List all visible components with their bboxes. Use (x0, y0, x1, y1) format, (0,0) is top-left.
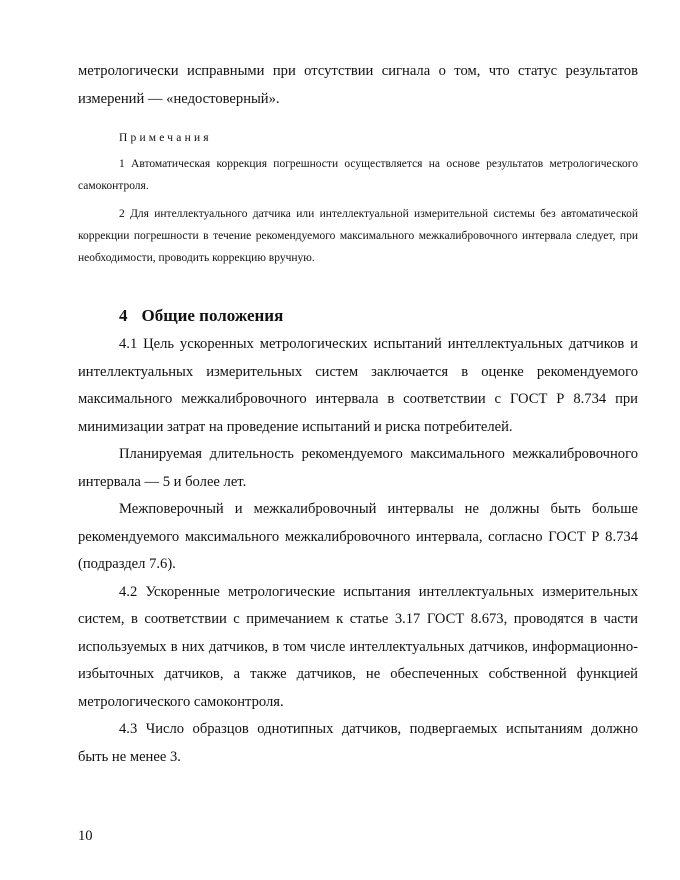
section-number: 4 (119, 306, 128, 325)
paragraph-duration: Планируемая длительность рекомендуемого максимального межкалибровочного интервала — 5 и более лет. (78, 446, 638, 490)
note-1: 1 Автоматическая коррекция погрешности осуществляется на основе результатов метрологического самоконтроля. (78, 158, 638, 192)
page-content (78, 58, 638, 771)
paragraph-4-2: 4.2 Ускоренные метрологические испытания интеллектуальных измерительных систем, в соответствии с примечанием к статье 3.17 ГОСТ 8.673, проводятся в части используемых в них датчиков, в том числе интеллектуальных датчиков, информационно-избыточных датчиков, а также датчиков, не обеспеченных собственной функцией метрологического самоконтроля. (78, 583, 638, 710)
section-heading (78, 301, 638, 331)
notes-title: Примечания (119, 132, 212, 144)
section-title: Общие положения (141, 306, 284, 325)
paragraph-4-1: 4.1 Цель ускоренных метрологических испытаний интеллектуальных датчиков и интеллектуальных измерительных систем заключается в оценке рекомендуемого максимального межкалибровочного интервала в соответствии с ГОСТ Р 8.734 при минимизации затрат на проведение испытаний и риска потребителей. (78, 336, 638, 435)
page-number: 10 (78, 828, 93, 844)
note-2: 2 Для интеллектуального датчика или интеллектуальной измерительной системы без автоматической коррекции погрешности в течение рекомендуемого максимального межкалибровочного интервала следует, при необходимости, проводить коррекцию вручную. (78, 208, 638, 264)
paragraph-4-3: 4.3 Число образцов однотипных датчиков, подвергаемых испытаниям должно быть не менее 3. (78, 721, 638, 765)
intro-paragraph: метрологически исправными при отсутствии сигнала о том, что статус результатов измерений — «недостоверный». (78, 63, 638, 107)
paragraph-intervals: Межповерочный и межкалибровочный интервалы не должны быть больше рекомендуемого максимального межкалибровочного интервала, согласно ГОСТ Р 8.734 (подраздел 7.6). (78, 501, 638, 572)
